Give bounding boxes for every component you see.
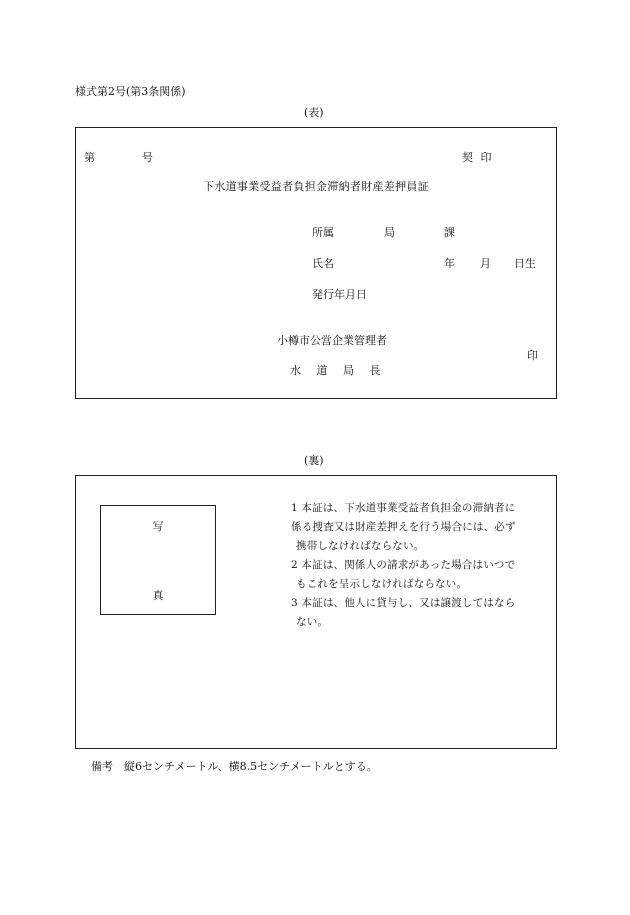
rule-line: ない。 (296, 616, 329, 628)
front-caption: (表) (304, 106, 324, 119)
number-suffix: 号 (142, 151, 153, 164)
card-title: 下水道事業受益者負担金滞納者財産差押員証 (203, 180, 429, 193)
issue-date-label: 発行年月日 (312, 288, 367, 301)
number-prefix: 第 (84, 151, 95, 164)
name-label: 氏名 (312, 257, 334, 270)
issuer-org: 小樽市公営企業管理者 (277, 334, 387, 347)
rule-line: 3 本証は、他人に貸与し、又は譲渡してはなら (291, 597, 516, 609)
affiliation-label: 所属 (312, 226, 334, 239)
rule-line: 2 本証は、関係人の請求があった場合はいつで (291, 559, 516, 571)
rule-line: もこれを呈示しなければならない。 (296, 578, 468, 590)
seal-mark: 契 印 (462, 151, 492, 164)
stamp-label: 印 (527, 349, 538, 362)
photo-frame (100, 505, 216, 615)
remarks-text: 縦6センチメートル、横8.5センチメートルとする。 (124, 760, 378, 773)
back-caption: (裏) (304, 454, 324, 467)
year-label: 年 (444, 257, 455, 270)
birthday-label: 日生 (514, 257, 536, 270)
back-card (75, 475, 557, 749)
section-label: 課 (444, 226, 455, 239)
rule-line: 係る捜査又は財産差押えを行う場合には、必ず (291, 521, 516, 533)
photo-label-bottom: 真 (152, 589, 164, 602)
month-label: 月 (480, 257, 491, 270)
issuer-title: 水 道 局 長 (290, 364, 381, 377)
form-label: 様式第2号(第3条関係) (75, 85, 186, 98)
rule-line: 携帯しなければならない。 (296, 540, 425, 552)
photo-label-top: 写 (152, 520, 164, 533)
front-card (75, 127, 557, 399)
remarks-label: 備考 (91, 760, 113, 773)
rule-line: 1 本証は、下水道事業受益者負担金の滞納者に (291, 502, 516, 514)
bureau-label: 局 (384, 226, 395, 239)
